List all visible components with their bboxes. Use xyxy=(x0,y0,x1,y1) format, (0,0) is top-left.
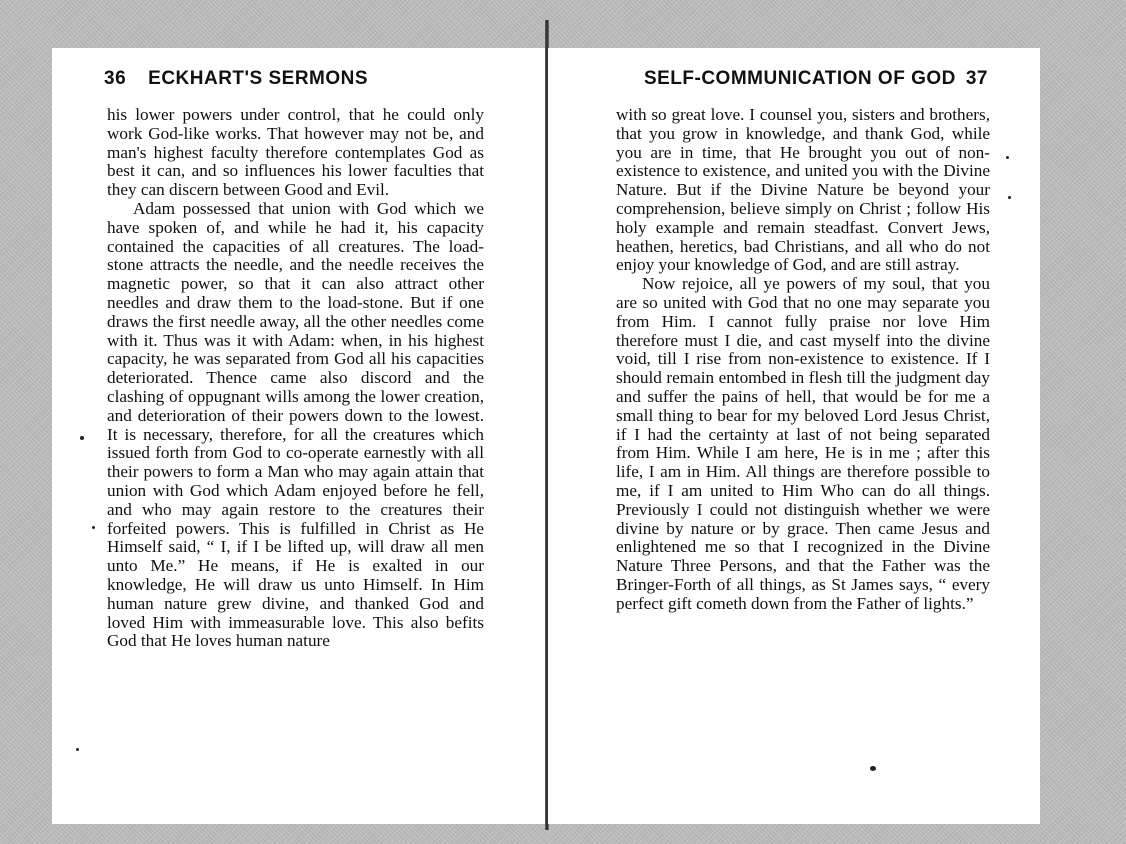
left-paragraph-1: his lower powers under control, that he could only work God-like works. That however may not be, and man's highest faculty therefore contemplates God as best it can, and so influences his lower faculties that they can discern between Good and Evil. xyxy=(107,105,484,200)
scan-speck xyxy=(76,748,79,751)
right-paragraph-1: with so great love. I counsel you, sisters and brothers, that you grow in knowledge, and thank God, while you are in time, that He brought you out of non-existence to existence, and united you with the Divine Nature. But if the Divine Nature be beyond your comprehension, believe simply on Christ ; follow His holy example and remain steadfast. Convert Jews, heathen, heretics, bad Christians, and all who do not enjoy your knowledge of God, and are still astray. xyxy=(616,105,990,275)
left-page xyxy=(52,48,546,824)
left-running-header xyxy=(104,68,368,90)
right-body-text xyxy=(616,106,990,614)
right-running-header xyxy=(644,68,988,90)
left-body-text xyxy=(107,106,484,651)
left-running-head: ECKHART'S SERMONS xyxy=(148,68,369,89)
right-running-head: SELF-COMMUNICATION OF GOD xyxy=(643,68,956,89)
left-page-number: 36 xyxy=(104,68,127,89)
scan-speck xyxy=(80,436,84,440)
right-page xyxy=(548,48,1040,824)
right-page-number: 37 xyxy=(965,68,988,89)
scan-speck xyxy=(1008,196,1011,199)
scan-speck xyxy=(1006,156,1009,159)
right-paragraph-2: Now rejoice, all ye powers of my soul, that you are so united with God that no one may separate you from Him. I cannot fully praise nor love Him therefore must I die, and cast myself into the divine void, till I rise from non-existence to existence. If I should remain entombed in flesh till the judgment day and suffer the pains of hell, that would be for me a small thing to bear for my beloved Lord Jesus Christ, if I had the certainty at last of not being separated from Him. While I am here, He is in me ; after this life, I am in Him. All things are therefore possible to me, if I am united to Him Who can do all things. Previously I could not distinguish whether we were divine by nature or by grace. Then came Jesus and enlightened me so that I recognized in the Divine Nature Three Persons, and that the Father was the Bringer-Forth of all things, as St James says, “ every perfect gift cometh down from the Father of lights.” xyxy=(616,274,990,613)
left-paragraph-2: Adam possessed that union with God which we have spoken of, and while he had it, his capacity contained the capacities of all creatures. The load-stone attracts the needle, and the needle receives the magnetic power, so that it can also attract other needles and draw them to the load-stone. But if one draws the first needle away, all the other needles come with it. Thus was it with Adam: when, in his highest capacity, he was separated from God all his capacities deteriorated. Thence came also discord and the clashing of oppugnant wills among the lower creation, and deterioration of their powers down to the lowest. It is necessary, therefore, for all the creatures which issued forth from God to co-operate earnestly with all their powers to form a Man who may again attain that union with God which Adam enjoyed before he fell, and who may again restore to the creatures their forfeited powers. This is fulfilled in Christ as He Himself said, “ I, if I be lifted up, will draw all men unto Me.” He means, if He is exalted in our knowledge, He will draw us unto Himself. In Him human nature grew divine, and thanked God and loved Him with immeasurable love. This also befits God that He loves human nature xyxy=(107,198,484,651)
scan-speck xyxy=(870,766,876,771)
scan-speck xyxy=(92,526,95,529)
